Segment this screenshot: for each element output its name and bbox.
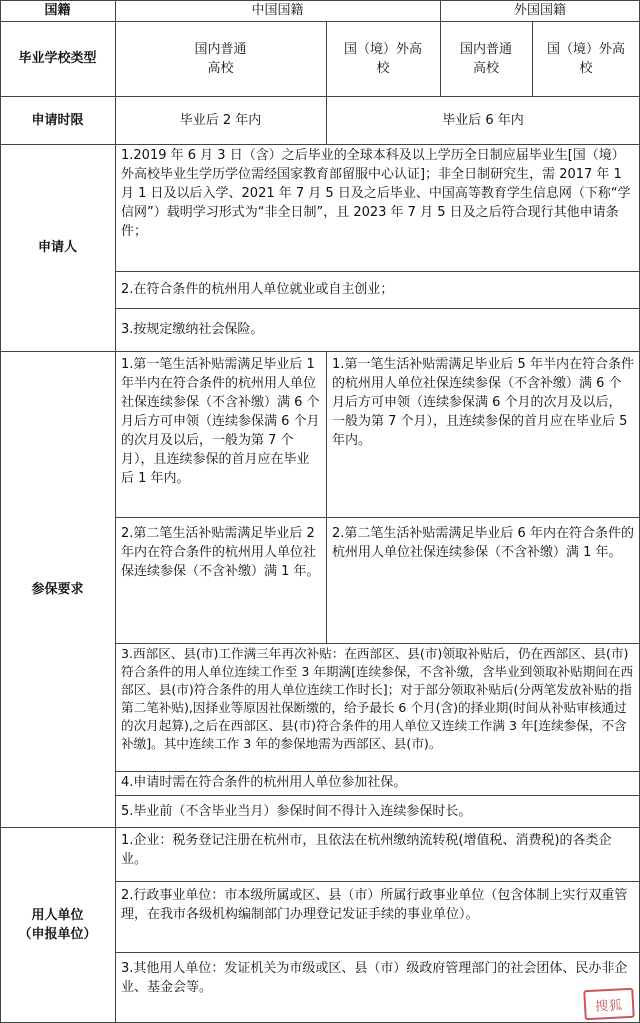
nationality-label: 国籍 [44, 3, 71, 18]
row-line [115, 308, 640, 309]
row-line [115, 952, 640, 953]
employer-item-3: 3.其他用人单位：发证机关为市级或区、县（市）级政府管理部门的社会团体、民办非企业、基金会等。 [121, 961, 628, 995]
chinese-nationality-header: 中国国籍 [251, 3, 304, 18]
insurance-item-3: 3.西部区、县(市)工作满三年再次补贴：在西部区、县(市)领取补贴后，仍在西部区、县(市)符合条件的用人单位连续工作至 3 年期满[连续参保，不含补缴，含毕业到领取补贴期间在西部区、县(市)符合条件的用人单位连续工作时长]；对于部分领取补贴后(分两笔发放补贴的指第二笔补贴),因择业等原因社保断缴的，给予最长 6 个月(含)的择业期(时间从补贴审核通过的次月起算),之后在西部区、县(市)符合条件的用人单位又连续工作满 3 年[连续参保，不含补缴]。其中连续工作 3 年的参保地需为西部区、县(市)。 [121, 646, 634, 751]
row-line [115, 795, 640, 796]
employer-item-2: 2.行政事业单位：市本级所属或区、县（市）所属行政事业单位（包含体制上实行双重管理，在我市各级机构编制部门办理登记发证手续的事业单位）。 [121, 888, 628, 922]
row-line [115, 771, 640, 772]
insurance-item-1-left: 1.第一笔生活补贴需满足毕业后 1 年半内在符合条件的杭州用人单位社保连续参保（不含补缴）满 6 个月后方可申领（连续参保满 6 个月的次月及以后，一般为第 7 个月），且连续参保的首月应在毕业后 1 年内。 [121, 357, 320, 486]
insurance-item-2-left: 2.第二笔生活补贴需满足毕业后 2 年内在符合条件的杭州用人单位社保连续参保（不含补缴）满 1 年。 [121, 526, 320, 579]
applicant-item-2: 2.在符合条件的杭州用人单位就业或自主创业； [121, 282, 394, 297]
overseas-school-foreign: 国（境）外高 校 [546, 41, 625, 76]
time-limit-right: 毕业后 6 年内 [442, 112, 524, 128]
insurance-item-4: 4.申请时需在符合条件的杭州用人单位参加社保。 [121, 775, 407, 790]
insurance-item-2-right: 2.第二笔生活补贴需满足毕业后 6 年内在符合条件的杭州用人单位社保连续参保（不含补缴）满 1 年。 [332, 526, 634, 560]
applicant-item-1: 1.2019 年 6 月 3 日（含）之后毕业的全球本科及以上学历全日制应届毕业生[国（境）外高校毕业生学历学位需经国家教育部留服中心认证]；非全日制研究生，需 2017 年 1 月 1 日及以后入学、2021 年 7 月 5 日及之后毕业、中国高等教育学生信息网（下称“学信网”）载明学习形式为“非全日制”，且 2023 年 7 月 5 日及之后符合现行其他申请条件； [121, 148, 631, 239]
domestic-school-chinese: 国内普通 高校 [194, 41, 247, 76]
employer-item-1: 1.企业：税务登记注册在杭州市，且依法在杭州缴纳流转税(增值税、消费税)的各类企业。 [121, 833, 612, 867]
overseas-school-chinese: 国（境）外高 校 [343, 41, 422, 76]
time-limit-left: 毕业后 2 年内 [179, 112, 262, 128]
insurance-item-1-right: 1.第一笔生活补贴需满足毕业后 5 年半内在符合条件的杭州用人单位社保连续参保（不含补缴）满 6 个月后方可申领（连续参保满 6 个月的次月及以后，一般为第 7 个月），且连续参保的首月应在毕业后 5 年内。 [332, 357, 634, 448]
applicant-item-3: 3.按规定缴纳社会保险。 [121, 322, 264, 337]
row-line [115, 517, 640, 518]
employer-label: 用人单位 （申报单位） [18, 907, 97, 942]
row-line [115, 643, 640, 644]
insurance-label: 参保要求 [31, 581, 84, 597]
domestic-school-foreign: 国内普通 高校 [459, 41, 512, 76]
watermark-logo: 搜狐 [583, 988, 635, 1021]
time-limit-label: 申请时限 [31, 112, 84, 128]
school-type-label: 毕业学校类型 [18, 51, 97, 66]
applicant-label: 申请人 [37, 240, 77, 255]
row-line [115, 881, 640, 882]
row-line [115, 271, 640, 272]
foreign-nationality-header: 外国国籍 [513, 3, 566, 18]
insurance-item-5: 5.毕业前（不含毕业当月）参保时间不得计入连续参保时长。 [121, 804, 472, 819]
